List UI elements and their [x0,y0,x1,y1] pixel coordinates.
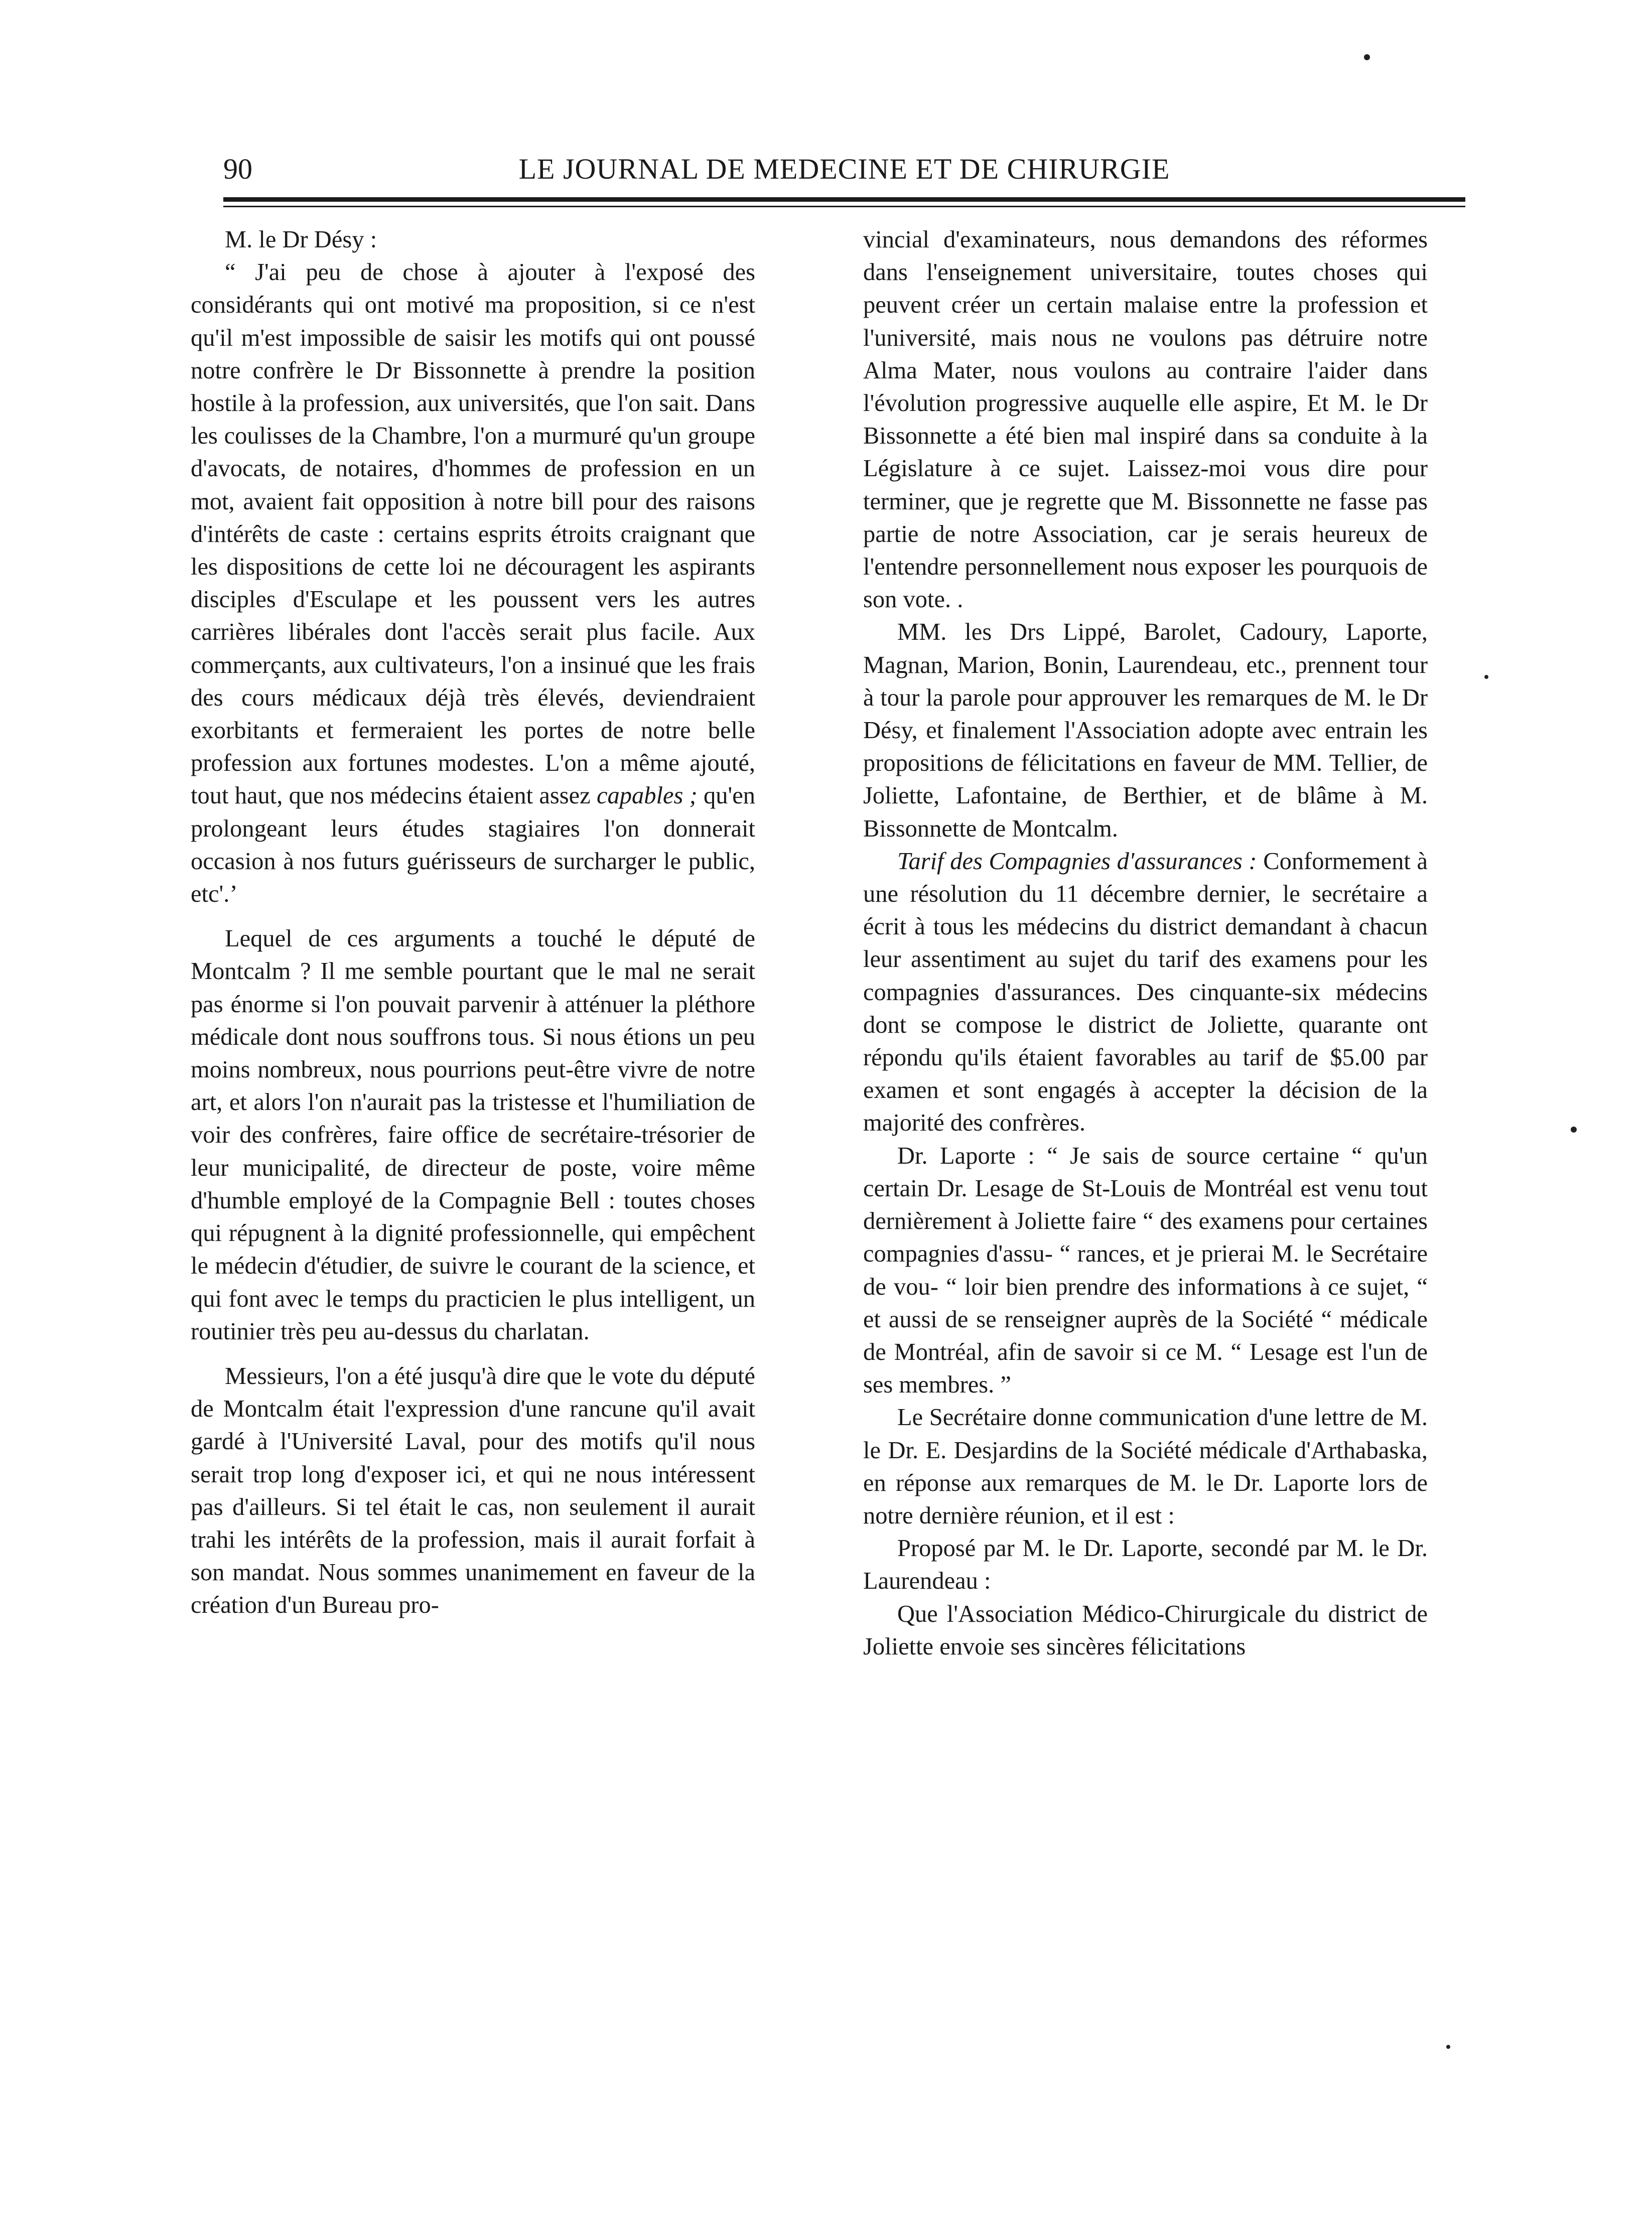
print-speck [1446,2045,1450,2049]
paragraph-continuation: vincial d'examinateurs, nous demandons des réformes dans l'enseignement universitaire, toutes choses qui peuvent créer un certain malaise entre la profession et l'université, mais nous ne voulons pas détruire notre Alma Mater, nous voulons au contraire l'aider dans l'évolution progressive auquelle elle aspire, Et M. le Dr Bissonnette a été bien mal inspiré dans sa conduite à la Législature à ce sujet. Laissez-moi vous dire pour terminer, que je regrette que M. Bissonnette ne fasse pas partie de notre Association, car je serais heureux de l'entendre personnellement nous exposer les pourquois de son vote. . [863,226,1428,613]
left-column [191,223,755,1622]
paragraph-tarif [863,845,1428,1140]
desy-speech-italic: capables ; [596,782,698,809]
print-speck [1364,54,1370,60]
print-speck [1484,675,1488,679]
desy-speech-text: “ J'ai peu de chose à ajouter à l'exposé des considérants qui ont motivé ma proposition, si ce n'est qu'il m'est impossible de saisir les motifs qui ont poussé notre confrère le Dr Bissonnette à prendre la position hostile à la profession, aux universités, que l'on sait. Dans les coulisses de la Chambre, l'on a murmuré qu'un groupe d'avocats, de notaires, d'hommes de profession en un mot, avaient fait opposition à notre bill pour des raisons d'intérêts de caste : certains esprits étroits craignant que les dispositions de cette loi ne découragent les aspirants disciples d'Esculape et les poussent vers les autres carrières libérales dont l'accès serait plus facile. Aux commerçants, aux cultivateurs, l'on a insinué que les frais des cours médicaux déjà très élevés, deviendraient exorbitants et fermeraient les portes de notre belle profession aux fortunes modestes. L'on a même ajouté, tout haut, que nos médecins étaient assez [191,259,755,809]
paragraph-desy-speech [191,256,755,910]
paragraph-discussion: MM. les Drs Lippé, Barolet, Cadoury, Laporte, Magnan, Marion, Bonin, Laurendeau, etc., prennent tour à tour la parole pour approuver les remarques de M. le Dr Désy, et finalement l'Association adopte avec entrain les propositions de félicitations en faveur de MM. Tellier, de Joliette, Lafontaine, de Berthier, et de blâme à M. Bissonnette de Montcalm. [863,619,1428,842]
print-speck [1571,1127,1577,1133]
paragraph-propose: Proposé par M. le Dr. Laporte, secondé par M. le Dr. Laurendeau : [863,1535,1428,1595]
desy-speech-end: qu'en prolongeant leurs études stagiaires l'on donnerait occasion à nos futurs guérisseurs de surcharger le public, etc'.’ [191,782,756,908]
journal-title: LE JOURNAL DE MEDECINE ET DE CHIRURGIE [518,153,1170,185]
paragraph-arguments: Lequel de ces arguments a touché le député de Montcalm ? Il me semble pourtant que le mal ne serait pas énorme si l'on pouvait parvenir à atténuer la pléthore médicale dont nous souffrons tous. Si nous étions un peu moins nombreux, nous pourrions peut-être vivre de notre art, et alors l'on n'aurait pas la tristesse et l'humiliation de voir des confrères, faire office de secrétaire-trésorier de leur municipalité, de directeur de poste, voire même d'humble employé de la Compagnie Bell : toutes choses qui répugnent à la dignité professionnelle, qui empêchent le médecin d'étudier, de suivre le courant de la science, et qui font avec le temps du practicien le plus intelligent, un routinier très peu au-dessus du charlatan. [191,925,755,1345]
header-rule-thick [223,197,1465,202]
tarif-heading: Tarif des Compagnies d'assurances : [897,848,1257,875]
paragraph-speaker-desy: M. le Dr Désy : [225,226,377,253]
paragraph-laporte-quote: Dr. Laporte : “ Je sais de source certaine “ qu'un certain Dr. Lesage de St-Louis de Montréal est venu tout dernièrement à Joliette faire “ des examens pour certaines compagnies d'assu- “ rances, et je prierai M. le Secrétaire de vou- “ loir bien prendre des informations à ce sujet, “ et aussi de se renseigner auprès de la Société “ médicale de Montréal, afin de savoir si ce M. “ Lesage est l'un de ses membres. ” [863,1142,1428,1399]
header-rule-thin [223,206,1465,207]
paragraph-resolution: Que l'Association Médico-Chirurgicale du district de Joliette envoie ses sincères félicitations [863,1600,1428,1660]
paragraph-messieurs: Messieurs, l'on a été jusqu'à dire que le vote du député de Montcalm était l'expression d'une rancune qu'il avait gardé à l'Université Laval, pour des motifs qu'il nous serait trop long d'exposer ici, et qui ne nous intéressent pas d'ailleurs. Si tel était le cas, non seulement il aurait trahi les intérêts de la profession, mais il aurait forfait à son mandat. Nous sommes unanimement en faveur de la création d'un Bureau pro- [191,1362,755,1619]
right-column [863,223,1428,1663]
page-number: 90 [223,153,252,185]
paragraph-secretaire: Le Secrétaire donne communication d'une lettre de M. le Dr. E. Desjardins de la Société médicale d'Arthabaska, en réponse aux remarques de M. le Dr. Laporte lors de notre dernière réunion, et il est : [863,1404,1428,1529]
tarif-text: Conformement à une résolution du 11 décembre dernier, le secrétaire a écrit à tous les médecins du district demandant à chacun leur assentiment au sujet du tarif des examens pour les compagnies d'assurances. Des cinquante-six médecins dont se compose le district de Joliette, quarante ont répondu qu'ils étaient favorables au tarif de $5.00 par examen et sont engagés à accepter la décision de la majorité des confrères. [863,848,1428,1137]
running-header [223,142,1465,197]
